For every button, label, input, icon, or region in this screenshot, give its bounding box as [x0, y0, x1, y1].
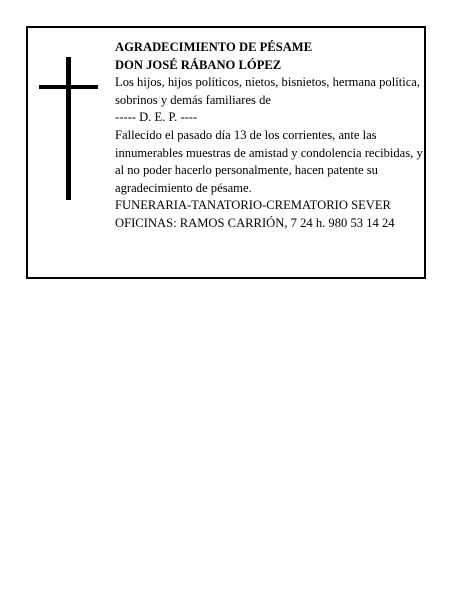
thanks-message: Fallecido el pasado día 13 de los corrientes, ante las innumerables muestras de amistad y condolencia recibidas, y al no poder hacerlo personalmente, hacen patente su agradecimiento de pésame.	[115, 127, 423, 195]
notice-text	[115, 39, 425, 233]
cross-vertical-bar	[66, 57, 71, 200]
cross-horizontal-bar	[39, 85, 98, 89]
obituary-notice	[26, 26, 426, 279]
funeral-home: FUNERARIA-TANATORIO-CREMATORIO SEVER	[115, 198, 391, 213]
dep-line: ----- D. E. P. ----	[115, 110, 198, 125]
deceased-name: DON JOSÉ RÁBANO LÓPEZ	[115, 57, 282, 72]
family-line: Los hijos, hijos políticos, nietos, bisnietos, hermana política, sobrinos y demás familiares de	[115, 75, 421, 107]
notice-heading: AGRADECIMIENTO DE PÉSAME	[115, 40, 313, 54]
offices-line: OFICINAS: RAMOS CARRIÓN, 7 24 h. 980 53 14 24	[115, 215, 395, 230]
